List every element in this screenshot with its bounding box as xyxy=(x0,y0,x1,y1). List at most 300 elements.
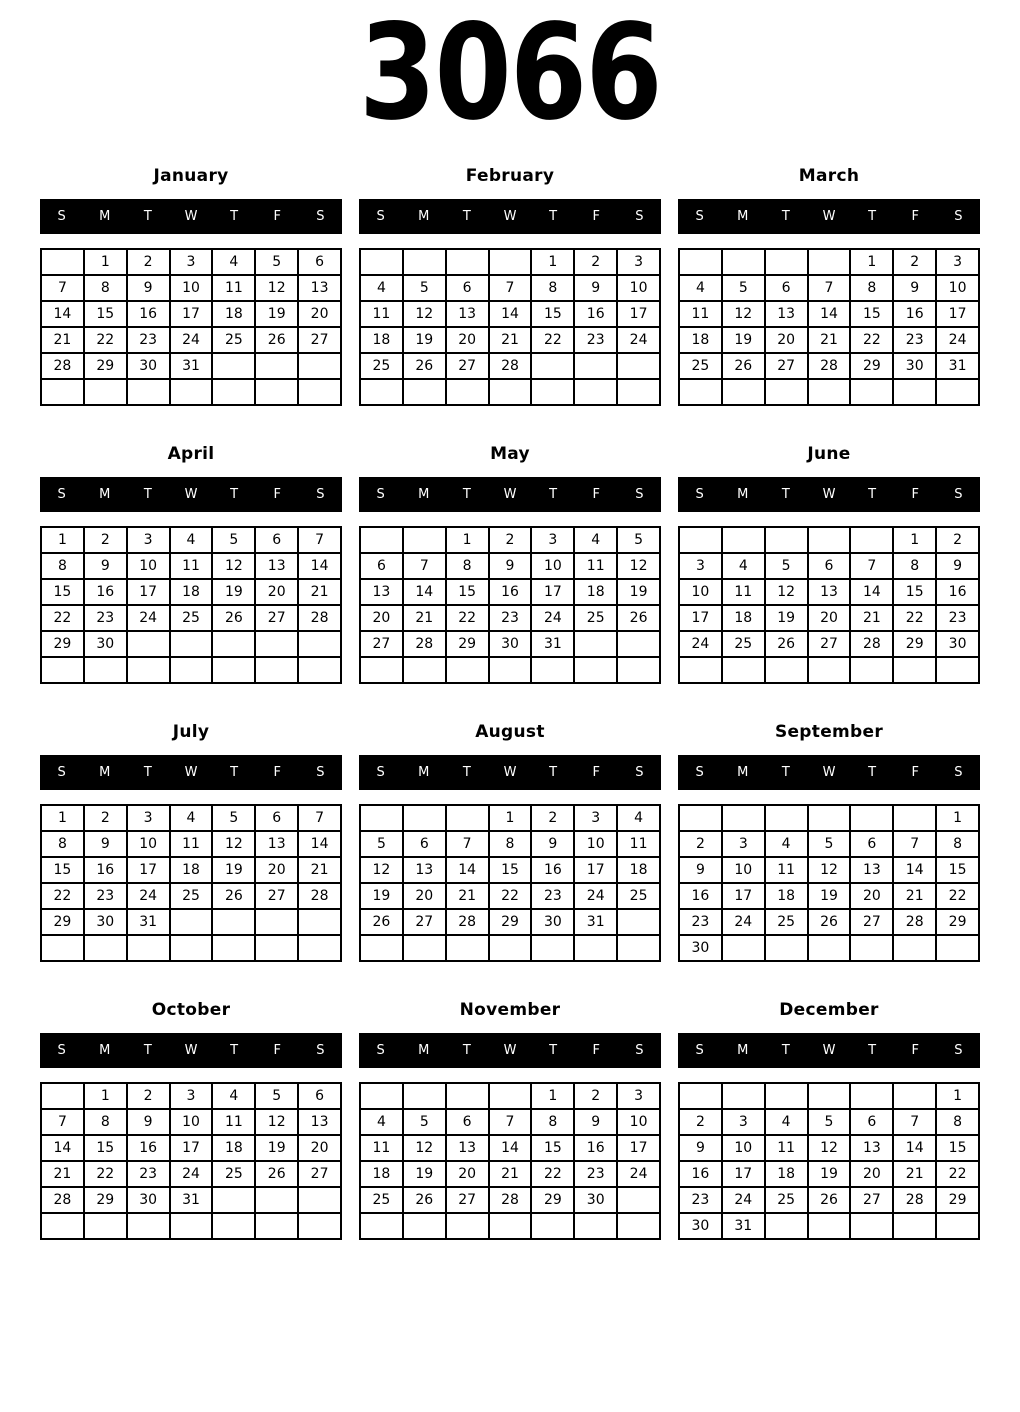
day-cell: 10 xyxy=(617,1109,660,1135)
weekday-letter: S xyxy=(695,764,704,780)
day-cell: 16 xyxy=(574,1135,617,1161)
empty-day-cell xyxy=(360,527,403,553)
empty-day-cell xyxy=(298,1187,341,1213)
empty-day-cell xyxy=(722,657,765,683)
date-grid xyxy=(359,804,661,962)
day-cell: 4 xyxy=(722,553,765,579)
day-cell: 4 xyxy=(617,805,660,831)
empty-day-cell xyxy=(936,657,979,683)
day-cell: 24 xyxy=(679,631,722,657)
day-cell: 12 xyxy=(403,1135,446,1161)
day-cell: 1 xyxy=(936,805,979,831)
day-cell: 11 xyxy=(679,301,722,327)
day-cell: 1 xyxy=(850,249,893,275)
day-cell: 11 xyxy=(765,1135,808,1161)
empty-day-cell xyxy=(531,935,574,961)
day-cell: 28 xyxy=(893,909,936,935)
empty-day-cell xyxy=(936,935,979,961)
day-cell: 15 xyxy=(893,579,936,605)
day-cell: 17 xyxy=(127,579,170,605)
day-cell: 3 xyxy=(722,1109,765,1135)
empty-day-cell xyxy=(808,1083,851,1109)
day-cell: 4 xyxy=(360,275,403,301)
month-april xyxy=(40,431,342,709)
month-march xyxy=(678,153,980,431)
day-cell: 10 xyxy=(127,831,170,857)
day-cell: 27 xyxy=(850,1187,893,1213)
weekday-letter: F xyxy=(911,486,920,502)
day-cell: 10 xyxy=(127,553,170,579)
day-cell: 14 xyxy=(850,579,893,605)
day-cell: 5 xyxy=(722,275,765,301)
weekday-letter: W xyxy=(184,1042,198,1058)
day-cell: 16 xyxy=(679,883,722,909)
day-cell: 5 xyxy=(808,1109,851,1135)
empty-day-cell xyxy=(446,805,489,831)
day-cell: 15 xyxy=(41,579,84,605)
day-cell: 14 xyxy=(893,1135,936,1161)
day-cell: 29 xyxy=(489,909,532,935)
empty-day-cell xyxy=(255,935,298,961)
empty-day-cell xyxy=(489,1083,532,1109)
day-cell: 9 xyxy=(679,1135,722,1161)
day-cell: 2 xyxy=(489,527,532,553)
day-cell: 22 xyxy=(531,1161,574,1187)
day-cell: 12 xyxy=(617,553,660,579)
day-cell: 13 xyxy=(446,1135,489,1161)
day-cell: 11 xyxy=(360,1135,403,1161)
day-cell: 20 xyxy=(446,327,489,353)
weekday-letter: T xyxy=(143,764,152,780)
day-cell: 24 xyxy=(617,1161,660,1187)
day-cell: 29 xyxy=(531,1187,574,1213)
weekday-letter: M xyxy=(99,486,111,502)
empty-day-cell xyxy=(41,1083,84,1109)
day-cell: 29 xyxy=(850,353,893,379)
day-cell: 28 xyxy=(489,1187,532,1213)
day-cell: 24 xyxy=(170,1161,213,1187)
day-cell: 2 xyxy=(574,1083,617,1109)
empty-day-cell xyxy=(446,249,489,275)
day-cell: 11 xyxy=(574,553,617,579)
day-cell: 21 xyxy=(298,857,341,883)
day-cell: 30 xyxy=(679,935,722,961)
day-cell: 13 xyxy=(765,301,808,327)
empty-day-cell xyxy=(212,1187,255,1213)
empty-day-cell xyxy=(446,379,489,405)
empty-day-cell xyxy=(255,631,298,657)
day-cell: 6 xyxy=(446,275,489,301)
day-cell: 13 xyxy=(808,579,851,605)
weekday-letter: S xyxy=(57,486,66,502)
day-cell: 16 xyxy=(127,1135,170,1161)
day-cell: 17 xyxy=(170,301,213,327)
day-cell: 3 xyxy=(679,553,722,579)
weekday-letter: T xyxy=(868,208,877,224)
day-cell: 22 xyxy=(893,605,936,631)
day-cell: 4 xyxy=(765,1109,808,1135)
day-cell: 8 xyxy=(84,1109,127,1135)
weekday-letter: S xyxy=(954,486,963,502)
day-cell: 1 xyxy=(531,249,574,275)
day-cell: 28 xyxy=(41,353,84,379)
day-cell: 10 xyxy=(722,1135,765,1161)
day-cell: 16 xyxy=(679,1161,722,1187)
day-cell: 7 xyxy=(893,1109,936,1135)
day-cell: 20 xyxy=(446,1161,489,1187)
empty-day-cell xyxy=(212,657,255,683)
day-cell: 19 xyxy=(360,883,403,909)
day-cell: 17 xyxy=(617,1135,660,1161)
empty-day-cell xyxy=(298,909,341,935)
empty-day-cell xyxy=(298,379,341,405)
day-cell: 15 xyxy=(84,301,127,327)
weekday-letter: T xyxy=(462,208,471,224)
weekday-letter: M xyxy=(99,764,111,780)
empty-day-cell xyxy=(41,249,84,275)
day-cell: 3 xyxy=(574,805,617,831)
day-cell: 3 xyxy=(170,249,213,275)
date-grid xyxy=(40,804,342,962)
date-grid xyxy=(359,1082,661,1240)
weekday-letter: M xyxy=(418,486,430,502)
day-cell: 18 xyxy=(212,1135,255,1161)
empty-day-cell xyxy=(679,657,722,683)
day-cell: 5 xyxy=(403,275,446,301)
day-cell: 28 xyxy=(489,353,532,379)
day-cell: 15 xyxy=(936,1135,979,1161)
day-cell: 3 xyxy=(127,805,170,831)
day-cell: 1 xyxy=(531,1083,574,1109)
day-cell: 27 xyxy=(765,353,808,379)
day-cell: 21 xyxy=(850,605,893,631)
day-cell: 17 xyxy=(574,857,617,883)
day-cell: 3 xyxy=(617,1083,660,1109)
day-cell: 19 xyxy=(403,1161,446,1187)
day-cell: 23 xyxy=(531,883,574,909)
day-cell: 7 xyxy=(489,275,532,301)
weekday-letter: F xyxy=(911,764,920,780)
weekday-letter: W xyxy=(503,208,517,224)
day-cell: 18 xyxy=(360,327,403,353)
weekday-letter: S xyxy=(316,208,325,224)
weekday-letter: W xyxy=(503,1042,517,1058)
day-cell: 1 xyxy=(41,527,84,553)
day-cell: 10 xyxy=(574,831,617,857)
weekday-header-row xyxy=(678,477,980,512)
weekday-letter: T xyxy=(781,764,790,780)
day-cell: 31 xyxy=(574,909,617,935)
month-title: January xyxy=(153,165,229,186)
month-title: March xyxy=(798,165,860,186)
day-cell: 16 xyxy=(489,579,532,605)
day-cell: 16 xyxy=(127,301,170,327)
day-cell: 18 xyxy=(617,857,660,883)
day-cell: 13 xyxy=(446,301,489,327)
day-cell: 9 xyxy=(574,1109,617,1135)
empty-day-cell xyxy=(41,1213,84,1239)
empty-day-cell xyxy=(255,1187,298,1213)
month-title: October xyxy=(151,999,231,1020)
day-cell: 19 xyxy=(808,883,851,909)
day-cell: 20 xyxy=(255,857,298,883)
day-cell: 17 xyxy=(936,301,979,327)
day-cell: 27 xyxy=(360,631,403,657)
day-cell: 19 xyxy=(403,327,446,353)
day-cell: 24 xyxy=(170,327,213,353)
day-cell: 12 xyxy=(255,275,298,301)
weekday-letter: T xyxy=(462,486,471,502)
day-cell: 14 xyxy=(41,1135,84,1161)
day-cell: 12 xyxy=(808,857,851,883)
month-title: December xyxy=(779,999,879,1020)
day-cell: 18 xyxy=(170,579,213,605)
day-cell: 26 xyxy=(403,353,446,379)
empty-day-cell xyxy=(127,935,170,961)
empty-day-cell xyxy=(360,805,403,831)
day-cell: 22 xyxy=(41,605,84,631)
day-cell: 21 xyxy=(893,883,936,909)
day-cell: 10 xyxy=(170,275,213,301)
empty-day-cell xyxy=(360,935,403,961)
empty-day-cell xyxy=(298,935,341,961)
day-cell: 6 xyxy=(765,275,808,301)
day-cell: 30 xyxy=(127,353,170,379)
day-cell: 28 xyxy=(808,353,851,379)
day-cell: 28 xyxy=(41,1187,84,1213)
day-cell: 16 xyxy=(84,579,127,605)
day-cell: 28 xyxy=(446,909,489,935)
day-cell: 20 xyxy=(298,1135,341,1161)
empty-day-cell xyxy=(850,657,893,683)
day-cell: 25 xyxy=(212,1161,255,1187)
day-cell: 11 xyxy=(617,831,660,857)
weekday-letter: W xyxy=(822,486,836,502)
weekday-letter: F xyxy=(273,486,282,502)
day-cell: 30 xyxy=(127,1187,170,1213)
day-cell: 21 xyxy=(893,1161,936,1187)
weekday-letter: M xyxy=(418,1042,430,1058)
day-cell: 30 xyxy=(531,909,574,935)
month-title: July xyxy=(172,721,210,742)
day-cell: 2 xyxy=(893,249,936,275)
weekday-letter: T xyxy=(230,1042,239,1058)
day-cell: 19 xyxy=(722,327,765,353)
empty-day-cell xyxy=(617,379,660,405)
weekday-letter: S xyxy=(316,764,325,780)
day-cell: 7 xyxy=(403,553,446,579)
day-cell: 27 xyxy=(808,631,851,657)
day-cell: 10 xyxy=(722,857,765,883)
day-cell: 21 xyxy=(41,1161,84,1187)
empty-day-cell xyxy=(531,1213,574,1239)
empty-day-cell xyxy=(617,353,660,379)
empty-day-cell xyxy=(531,657,574,683)
day-cell: 25 xyxy=(722,631,765,657)
empty-day-cell xyxy=(531,353,574,379)
day-cell: 29 xyxy=(84,353,127,379)
weekday-letter: F xyxy=(592,208,601,224)
weekday-letter: S xyxy=(57,1042,66,1058)
day-cell: 4 xyxy=(170,527,213,553)
day-cell: 19 xyxy=(255,301,298,327)
day-cell: 22 xyxy=(84,1161,127,1187)
weekday-letter: F xyxy=(592,764,601,780)
day-cell: 10 xyxy=(617,275,660,301)
empty-day-cell xyxy=(489,249,532,275)
day-cell: 31 xyxy=(170,353,213,379)
empty-day-cell xyxy=(84,657,127,683)
empty-day-cell xyxy=(170,631,213,657)
empty-day-cell xyxy=(808,805,851,831)
weekday-header-row xyxy=(359,477,661,512)
day-cell: 25 xyxy=(170,883,213,909)
empty-day-cell xyxy=(617,657,660,683)
empty-day-cell xyxy=(360,249,403,275)
day-cell: 16 xyxy=(574,301,617,327)
day-cell: 21 xyxy=(403,605,446,631)
day-cell: 20 xyxy=(850,883,893,909)
weekday-letter: S xyxy=(635,208,644,224)
day-cell: 9 xyxy=(531,831,574,857)
weekday-letter: T xyxy=(462,1042,471,1058)
empty-day-cell xyxy=(722,379,765,405)
empty-day-cell xyxy=(403,379,446,405)
weekday-letter: S xyxy=(376,208,385,224)
day-cell: 15 xyxy=(531,301,574,327)
day-cell: 9 xyxy=(489,553,532,579)
day-cell: 24 xyxy=(127,883,170,909)
empty-day-cell xyxy=(850,1213,893,1239)
weekday-letter: S xyxy=(376,1042,385,1058)
day-cell: 17 xyxy=(617,301,660,327)
day-cell: 29 xyxy=(41,909,84,935)
empty-day-cell xyxy=(893,657,936,683)
day-cell: 12 xyxy=(403,301,446,327)
day-cell: 23 xyxy=(679,909,722,935)
empty-day-cell xyxy=(255,657,298,683)
day-cell: 28 xyxy=(850,631,893,657)
day-cell: 2 xyxy=(127,249,170,275)
empty-day-cell xyxy=(617,631,660,657)
empty-day-cell xyxy=(808,935,851,961)
day-cell: 17 xyxy=(722,883,765,909)
day-cell: 18 xyxy=(679,327,722,353)
day-cell: 31 xyxy=(722,1213,765,1239)
month-november xyxy=(359,987,661,1265)
day-cell: 12 xyxy=(765,579,808,605)
day-cell: 18 xyxy=(574,579,617,605)
weekday-letter: F xyxy=(592,1042,601,1058)
day-cell: 15 xyxy=(531,1135,574,1161)
day-cell: 21 xyxy=(298,579,341,605)
empty-day-cell xyxy=(574,379,617,405)
day-cell: 16 xyxy=(84,857,127,883)
day-cell: 28 xyxy=(403,631,446,657)
date-grid xyxy=(678,248,980,406)
day-cell: 2 xyxy=(936,527,979,553)
empty-day-cell xyxy=(298,657,341,683)
empty-day-cell xyxy=(41,935,84,961)
date-grid xyxy=(40,526,342,684)
day-cell: 8 xyxy=(446,553,489,579)
day-cell: 12 xyxy=(808,1135,851,1161)
day-cell: 20 xyxy=(808,605,851,631)
day-cell: 22 xyxy=(41,883,84,909)
day-cell: 31 xyxy=(936,353,979,379)
empty-day-cell xyxy=(403,249,446,275)
day-cell: 6 xyxy=(298,1083,341,1109)
day-cell: 24 xyxy=(722,909,765,935)
day-cell: 15 xyxy=(489,857,532,883)
day-cell: 4 xyxy=(212,1083,255,1109)
day-cell: 23 xyxy=(84,883,127,909)
weekday-letter: T xyxy=(868,1042,877,1058)
day-cell: 13 xyxy=(255,553,298,579)
date-grid xyxy=(359,526,661,684)
day-cell: 26 xyxy=(808,909,851,935)
day-cell: 24 xyxy=(722,1187,765,1213)
day-cell: 27 xyxy=(298,327,341,353)
day-cell: 3 xyxy=(531,527,574,553)
day-cell: 3 xyxy=(170,1083,213,1109)
day-cell: 1 xyxy=(489,805,532,831)
day-cell: 10 xyxy=(679,579,722,605)
weekday-header-row xyxy=(678,199,980,234)
weekday-letter: W xyxy=(184,486,198,502)
day-cell: 18 xyxy=(212,301,255,327)
day-cell: 7 xyxy=(808,275,851,301)
day-cell: 13 xyxy=(298,1109,341,1135)
day-cell: 6 xyxy=(446,1109,489,1135)
empty-day-cell xyxy=(403,805,446,831)
weekday-letter: S xyxy=(635,764,644,780)
day-cell: 20 xyxy=(255,579,298,605)
empty-day-cell xyxy=(893,1083,936,1109)
day-cell: 30 xyxy=(489,631,532,657)
weekday-letter: W xyxy=(503,764,517,780)
weekday-letter: M xyxy=(737,1042,749,1058)
day-cell: 3 xyxy=(722,831,765,857)
day-cell: 14 xyxy=(298,831,341,857)
empty-day-cell xyxy=(212,909,255,935)
empty-day-cell xyxy=(84,1213,127,1239)
weekday-letter: T xyxy=(549,1042,558,1058)
weekday-header-row xyxy=(40,477,342,512)
day-cell: 30 xyxy=(84,909,127,935)
empty-day-cell xyxy=(84,379,127,405)
empty-day-cell xyxy=(489,935,532,961)
weekday-letter: F xyxy=(592,486,601,502)
empty-day-cell xyxy=(808,379,851,405)
day-cell: 23 xyxy=(84,605,127,631)
weekday-header-row xyxy=(40,755,342,790)
weekday-letter: F xyxy=(911,1042,920,1058)
empty-day-cell xyxy=(808,527,851,553)
day-cell: 7 xyxy=(41,275,84,301)
day-cell: 9 xyxy=(84,831,127,857)
month-january xyxy=(40,153,342,431)
day-cell: 15 xyxy=(936,857,979,883)
day-cell: 17 xyxy=(722,1161,765,1187)
empty-day-cell xyxy=(722,249,765,275)
day-cell: 7 xyxy=(850,553,893,579)
day-cell: 23 xyxy=(679,1187,722,1213)
day-cell: 24 xyxy=(936,327,979,353)
empty-day-cell xyxy=(212,1213,255,1239)
day-cell: 10 xyxy=(170,1109,213,1135)
empty-day-cell xyxy=(489,657,532,683)
